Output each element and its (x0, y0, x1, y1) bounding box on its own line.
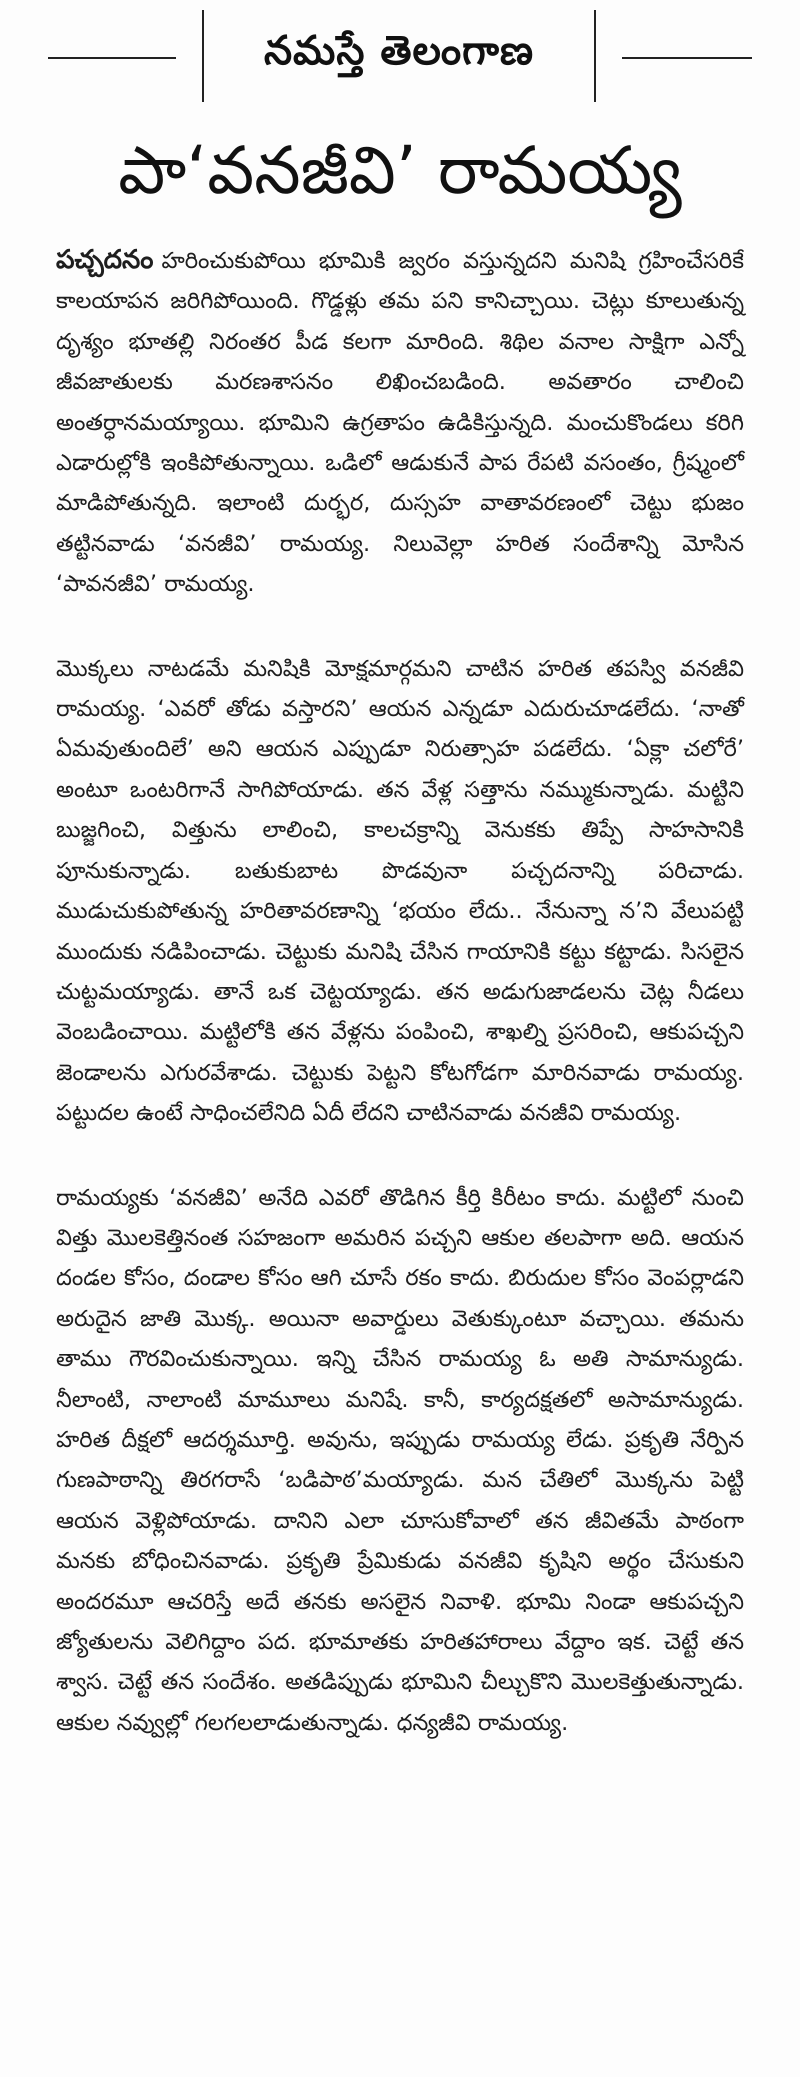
article-headline: పా‘వనజీవి’ రామయ్య (118, 131, 682, 209)
article-body (56, 240, 744, 1787)
article-paragraph-3: రామయ్యకు ‘వనజీవి’ అనేది ఎవరో తొడిగిన కీర్తి కిరీటం కాదు. మట్టిలో నుంచి విత్తు మొలకెత్తినంత సహజంగా అమరిన పచ్చని ఆకుల తలపాగా అది. ఆయన దండల కోసం, దండాల కోసం ఆగి చూసే రకం కాదు. బిరుదుల కోసం వెంపర్లాడని అరుదైన జాతి మొక్క. అయినా అవార్డులు వెతుక్కుంటూ వచ్చాయి. తమను తాము గౌరవించుకున్నాయి. ఇన్ని చేసిన రామయ్య ఓ అతి సామాన్యుడు. నీలాంటి, నాలాంటి మామూలు మనిషే. కానీ, కార్యదక్షతలో అసామాన్యుడు. హరిత దీక్షలో ఆదర్శమూర్తి. అవును, ఇప్పుడు రామయ్య లేడు. ప్రకృతి నేర్పిన గుణపాఠాన్ని తిరగరాసే ‘బడిపాఠ’మయ్యాడు. మన చేతిలో మొక్కను పెట్టి ఆయన వెళ్లిపోయాడు. దానిని ఎలా చూసుకోవాలో తన జీవితమే పాఠంగా మనకు బోధించినవాడు. ప్రకృతి ప్రేమికుడు వనజీవి కృషిని అర్థం చేసుకుని అందరమూ ఆచరిస్తే అదే తనకు అసలైన నివాళి. భూమి నిండా ఆకుపచ్చని జ్యోతులను వెలిగిద్దాం పద. భూమాతకు హరితహారాలు వేద్దాం ఇక. చెట్టే తన శ్వాస. చెట్టే తన సందేశం. అతడిప్పుడు భూమిని చీల్చుకొని మొలకెత్తుతున్నాడు. ఆకుల నవ్వుల్లో గలగలలాడుతున్నాడు. ధన్యజీవి రామయ్య. (56, 1184, 744, 1736)
lead-word: పచ్చదనం (56, 245, 154, 275)
paragraph-1-text: హరించుకుపోయి భూమికి జ్వరం వస్తున్నదని మనిషి గ్రహించేసరికే కాలయాపన జరిగిపోయింది. గొడ్డళ్లు తమ పని కానిచ్చాయి. చెట్లు కూలుతున్న దృశ్యం భూతల్లి నిరంతర పీడ కలగా మారింది. శిథిల వనాల సాక్షిగా ఎన్నో జీవజాతులకు మరణశాసనం లిఖించబడింది. అవతారం చాలించి అంతర్ధానమయ్యాయి. భూమిని ఉగ్రతాపం ఉడికిస్తున్నది. మంచుకొండలు కరిగి ఎడారుల్లోకి ఇంకిపోతున్నాయి. ఒడిలో ఆడుకునే పాప రేపటి వసంతం, గ్రీష్మంలో మాడిపోతున్నది. ఇలాంటి దుర్భర, దుస్సహ వాతావరణంలో చెట్టు భుజం తట్టినవాడు ‘వనజీవి’ రామయ్య. నిలువెల్లా హరిత సందేశాన్ని మోసిన ‘పావనజీవి’ రామయ్య. (56, 248, 744, 598)
masthead-rule-left (48, 57, 176, 59)
masthead (48, 10, 752, 102)
article-paragraph-1 (56, 240, 744, 605)
newspaper-name: నమస్తే తెలంగాణ (263, 28, 535, 74)
article-paragraph-2: మొక్కలు నాటడమే మనిషికి మోక్షమార్గమని చాటిన హరిత తపస్వి వనజీవి రామయ్య. ‘ఎవరో తోడు వస్తారని’ ఆయన ఎన్నడూ ఎదురుచూడలేదు. ‘నాతో ఏమవుతుందిలే’ అని ఆయన ఎప్పుడూ నిరుత్సాహ పడలేదు. ‘ఏక్లా చలోరే’ అంటూ ఒంటరిగానే సాగిపోయాడు. తన వేళ్ల సత్తాను నమ్ముకున్నాడు. మట్టిని బుజ్జగించి, విత్తును లాలించి, కాలచక్రాన్ని వెనుకకు తిప్పే సాహసానికి పూనుకున్నాడు. బతుకుబాట పొడవునా పచ్చదనాన్ని పరిచాడు. ముడుచుకుపోతున్న హరితావరణాన్ని ‘భయం లేదు.. నేనున్నా న’ని వేలుపట్టి ముందుకు నడిపించాడు. చెట్టుకు మనిషి చేసిన గాయానికి కట్టు కట్టాడు. సిసలైన చుట్టమయ్యాడు. తానే ఒక చెట్టయ్యాడు. తన అడుగుజాడలను చెట్ల నీడలు వెంబడించాయి. మట్టిలోకి తన వేళ్లను పంపించి, శాఖల్ని ప్రసరించి, ఆకుపచ్చని జెండాలను ఎగురవేశాడు. చెట్టుకు పెట్టని కోటగోడగా మారినవాడు రామయ్య. పట్టుదల ఉంటే సాధించలేనిది ఏదీ లేదని చాటినవాడు వనజీవి రామయ్య. (56, 655, 744, 1127)
masthead-brand-box (202, 10, 596, 102)
masthead-rule-right (622, 57, 752, 59)
headline-block (40, 116, 760, 226)
